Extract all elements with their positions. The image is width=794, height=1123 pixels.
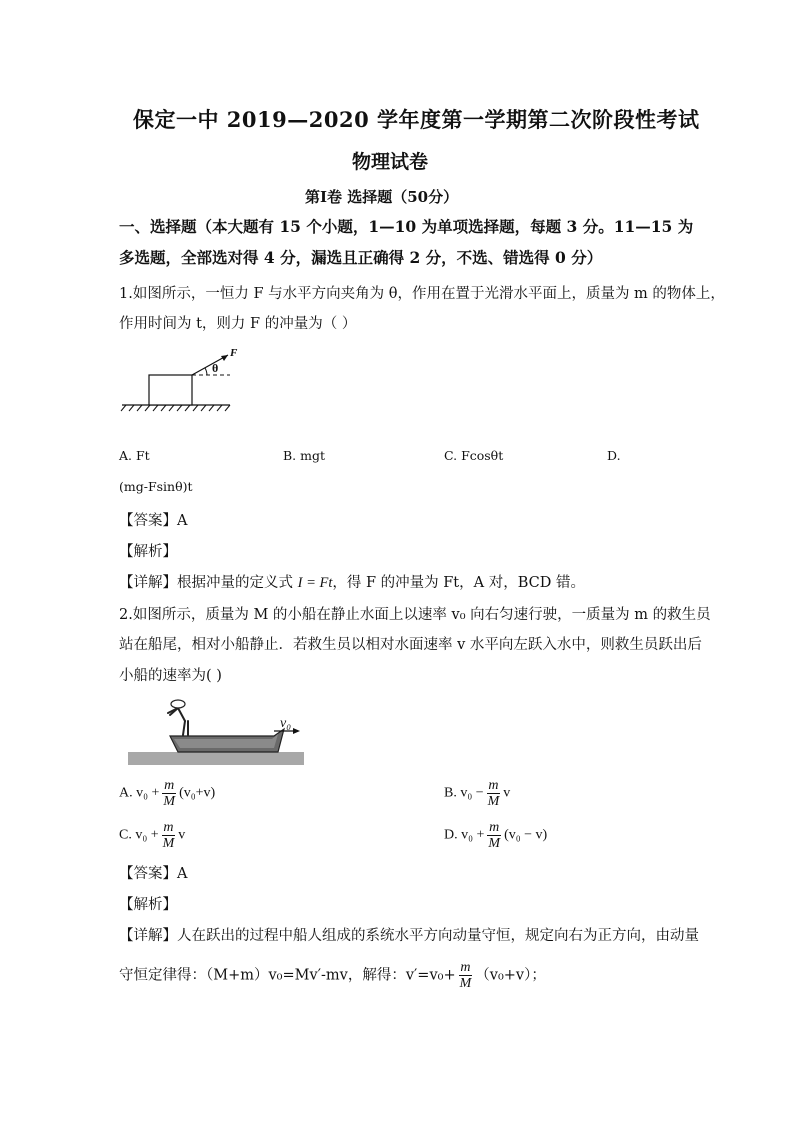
- q2-option-d-post: (v₀ − v): [504, 827, 548, 843]
- frac-denominator: M: [459, 976, 472, 991]
- q1-stem-line2: 作用时间为 t，则力 F 的冲量为（ ）: [119, 316, 357, 332]
- frac-numerator: m: [488, 778, 499, 793]
- q1-figure-label-f: F: [230, 347, 238, 359]
- q2-detail-head: 【详解】: [119, 928, 177, 944]
- q2-detail-line2: [119, 960, 546, 991]
- q1-figure-label-theta: θ: [212, 361, 219, 375]
- frac-numerator: m: [164, 778, 175, 793]
- q2-option-b: [444, 778, 510, 809]
- part-heading: 第Ⅰ卷 选择题（50分）: [305, 188, 459, 206]
- section-heading-line2: 多选题，全部选对得 4 分，漏选且正确得 2 分，不选、错选得 0 分）: [119, 248, 603, 267]
- q1-figure-block-force: [118, 345, 238, 415]
- q1-answer: 【答案】A: [119, 513, 188, 529]
- q1-detail: [119, 571, 585, 592]
- q2-option-a: [119, 778, 215, 809]
- exam-title: 保定一中 2019—2020 学年度第一学期第二次阶段性考试: [133, 107, 700, 132]
- frac-denominator: M: [162, 836, 175, 851]
- frac-numerator: m: [460, 960, 471, 975]
- frac-numerator: m: [489, 820, 500, 835]
- q2-option-c: [119, 820, 185, 851]
- q1-detail-head: 【详解】: [119, 575, 177, 591]
- q1-detail-b: ，得 F 的冲量为 Ft，A 对，BCD 错。: [332, 575, 585, 591]
- q2-option-a-pre: A. v₀ +: [119, 785, 160, 801]
- q1-option-a: A. Ft: [119, 448, 150, 463]
- q1-stem-line1: 1.如图所示，一恒力 F 与水平方向夹角为 θ，作用在置于光滑水平面上，质量为 m 的物体上，: [119, 286, 725, 302]
- q2-option-b-pre: B. v₀ −: [444, 785, 484, 801]
- q2-option-b-frac: [487, 778, 501, 809]
- q1-option-c: C. Fcosθt: [444, 448, 504, 463]
- q2-detail-text2a: 守恒定律得：（M+m）v₀=Mv′-mv，解得：v′=v₀+: [119, 967, 456, 984]
- q2-analysis: 【解析】: [119, 897, 177, 913]
- q1-detail-formula: I = Ft: [297, 575, 333, 591]
- frac-denominator: M: [163, 794, 176, 809]
- q2-option-b-post: v: [503, 785, 511, 801]
- q2-option-c-post: v: [178, 827, 186, 843]
- q1-detail-a: 根据冲量的定义式: [177, 575, 293, 591]
- q2-option-d-pre: D. v₀ +: [444, 827, 485, 843]
- q2-stem-line3: 小船的速率为( ): [119, 668, 222, 684]
- q2-detail-text1: 人在跃出的过程中船人组成的系统水平方向动量守恒，规定向右为正方向，由动量: [177, 928, 699, 944]
- q1-option-d: D.: [607, 448, 621, 463]
- frac-denominator: M: [487, 794, 500, 809]
- q2-option-a-frac: [162, 778, 176, 809]
- exam-subtitle: 物理试卷: [352, 151, 429, 173]
- q2-option-c-pre: C. v₀ +: [119, 827, 159, 843]
- q2-stem-line2: 站在船尾，相对小船静止．若救生员以相对水面速率 v 水平向左跃入水中，则救生员跃出后: [119, 637, 702, 653]
- q2-option-a-post: (v₀+v): [179, 785, 216, 801]
- q2-detail-text2b: （v₀+v）；: [475, 967, 546, 984]
- q2-detail-line1: [119, 924, 699, 945]
- q2-answer: 【答案】A: [119, 866, 188, 882]
- q2-option-d-frac: [487, 820, 501, 851]
- q1-option-b: B. mgt: [283, 448, 326, 463]
- q2-stem-line1: 2.如图所示，质量为 M 的小船在静止水面上以速率 v₀ 向右匀速行驶，一质量为 m 的救生员: [119, 607, 711, 623]
- q2-option-d: [444, 820, 547, 851]
- q2-option-c-frac: [162, 820, 176, 851]
- frac-denominator: M: [488, 836, 501, 851]
- frac-numerator: m: [163, 820, 174, 835]
- q2-detail-frac: [459, 960, 473, 991]
- q2-figure-label-v0: v₀: [280, 716, 292, 731]
- q1-analysis: 【解析】: [119, 544, 177, 560]
- q1-option-d-cont: (mg-Fsinθ)t: [119, 479, 193, 494]
- section-heading-line1: 一、选择题（本大题有 15 个小题，1—10 为单项选择题，每题 3 分。11—15 为: [119, 217, 694, 236]
